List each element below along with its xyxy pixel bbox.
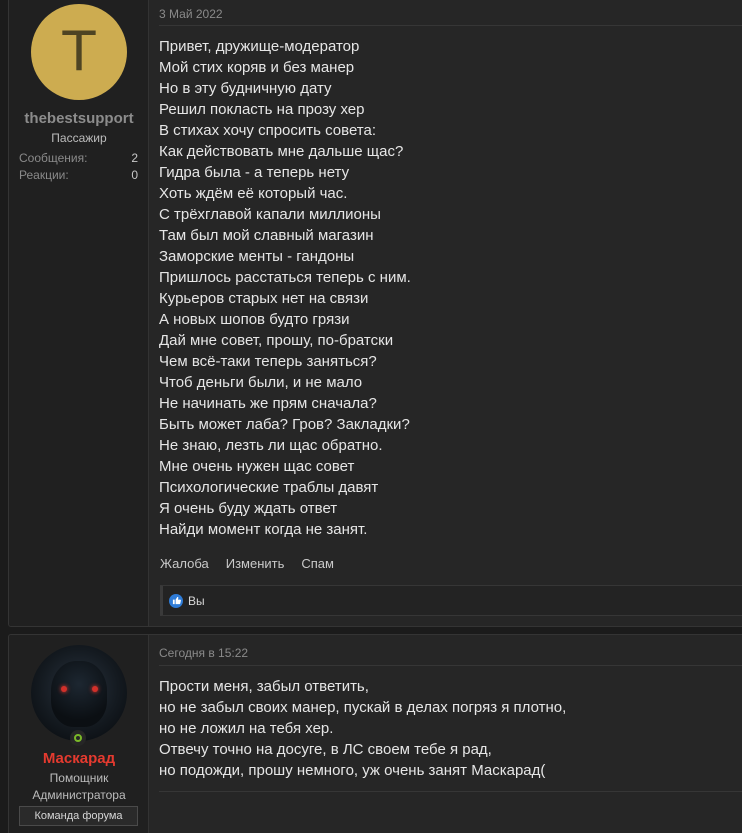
post-line: Привет, дружище-модератор bbox=[159, 38, 360, 55]
online-status-icon bbox=[70, 730, 86, 746]
report-link[interactable]: Жалоба bbox=[160, 556, 209, 571]
stat-value-messages: 2 bbox=[131, 151, 138, 165]
post-line: Быть может лаба? Гров? Закладки? bbox=[159, 416, 410, 433]
spam-link[interactable]: Спам bbox=[301, 556, 334, 571]
post-line: Но в эту будничную дату bbox=[159, 80, 332, 97]
user-info-panel bbox=[9, 0, 149, 626]
post-actions bbox=[160, 556, 334, 571]
user-title: Пассажир bbox=[51, 131, 107, 145]
user-title: Администратора bbox=[32, 788, 126, 802]
post-divider bbox=[159, 791, 742, 792]
post-main bbox=[149, 635, 742, 833]
post-date-link[interactable]: Сегодня в 15:22 bbox=[159, 646, 249, 660]
post-line: Пришлось расстаться теперь с ним. bbox=[159, 269, 411, 286]
post-line: Как действовать мне дальше щас? bbox=[159, 143, 404, 160]
post-line: Там был мой славный магазин bbox=[159, 227, 374, 244]
thumbs-up-icon bbox=[169, 594, 183, 608]
post-line: Гидра была - а теперь нету bbox=[159, 164, 350, 181]
user-info-panel bbox=[9, 635, 149, 833]
post-line: Отвечу точно на досуге, в ЛС своем тебе я рад, bbox=[159, 741, 492, 758]
post-line: Чтоб деньги были, и не мало bbox=[159, 374, 363, 391]
post-line: А новых шопов будто грязи bbox=[159, 311, 350, 328]
avatar-eye bbox=[61, 686, 67, 692]
user-title: Помощник bbox=[49, 771, 109, 785]
avatar-eye bbox=[92, 686, 98, 692]
post-line: Прости меня, забыл ответить, bbox=[159, 678, 369, 695]
post-line: но не ложил на тебя хер. bbox=[159, 720, 334, 737]
stat-label-messages: Сообщения: bbox=[19, 151, 88, 165]
user-banner: Команда форума bbox=[19, 806, 138, 826]
post-divider bbox=[159, 25, 742, 26]
reactions-bar[interactable] bbox=[160, 585, 742, 616]
username-link[interactable]: Маскарад bbox=[42, 750, 116, 767]
post-body bbox=[159, 676, 742, 781]
post-line: Не знаю, лезть ли щас обратно. bbox=[159, 437, 383, 454]
post-line: Мне очень нужен щас совет bbox=[159, 458, 355, 475]
post-line: Решил покласть на прозу хер bbox=[159, 101, 365, 118]
avatar[interactable] bbox=[31, 645, 127, 741]
post-line: Хоть ждём её который час. bbox=[159, 185, 348, 202]
username-link[interactable]: thebestsupport bbox=[24, 110, 134, 127]
edit-link[interactable]: Изменить bbox=[225, 556, 285, 571]
post-line: Психологические траблы давят bbox=[159, 479, 379, 496]
post-line: Мой стих коряв и без манер bbox=[159, 59, 355, 76]
post-line: Я очень буду ждать ответ bbox=[159, 500, 338, 517]
reactions-users[interactable]: Вы bbox=[188, 593, 205, 608]
user-stats bbox=[19, 150, 138, 184]
post bbox=[8, 0, 742, 627]
post bbox=[8, 634, 742, 833]
post-line: Не начинать же прям сначала? bbox=[159, 395, 377, 412]
post-line: Курьеров старых нет на связи bbox=[159, 290, 369, 307]
post-line: С трёхглавой капали миллионы bbox=[159, 206, 381, 223]
stat-label-reactions: Реакции: bbox=[19, 168, 69, 182]
post-date-link[interactable]: 3 Май 2022 bbox=[159, 7, 223, 21]
post-body bbox=[159, 36, 742, 540]
avatar-letter: T bbox=[62, 20, 96, 83]
post-line: Чем всё-таки теперь заняться? bbox=[159, 353, 377, 370]
post-line: Дай мне совет, прошу, по-братски bbox=[159, 332, 394, 349]
post-line: В стихах хочу спросить совета: bbox=[159, 122, 376, 139]
post-line: Заморские менты - гандоны bbox=[159, 248, 355, 265]
post-line: но не забыл своих манер, пускай в делах погряз я плотно, bbox=[159, 699, 567, 716]
avatar-figure bbox=[51, 661, 107, 727]
post-line: Найди момент когда не занят. bbox=[159, 521, 368, 538]
post-main bbox=[149, 0, 742, 626]
avatar[interactable] bbox=[31, 4, 127, 100]
post-divider bbox=[159, 665, 742, 666]
stat-value-reactions: 0 bbox=[131, 168, 138, 182]
post-line: но подожди, прошу немного, уж очень занят Маскарад( bbox=[159, 762, 546, 779]
